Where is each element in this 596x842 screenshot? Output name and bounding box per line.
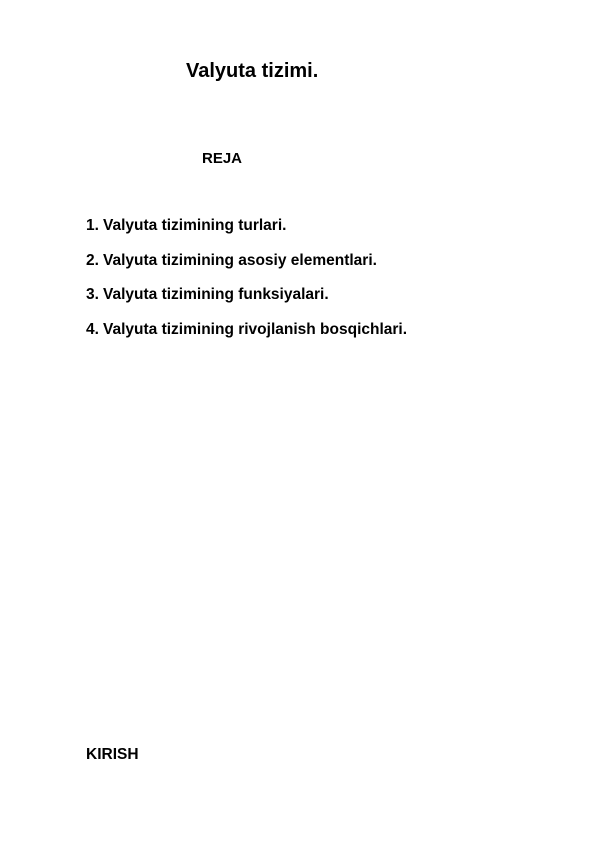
plan-item (86, 252, 407, 287)
plan-item (86, 286, 407, 321)
plan-item-number: 4. (86, 320, 99, 338)
plan-item-text: Valyuta tizimining turlari. (103, 217, 287, 234)
plan-heading: REJA (202, 150, 243, 167)
plan-item (86, 321, 407, 356)
plan-item-text: Valyuta tizimining rivojlanish bosqichlari. (103, 320, 408, 338)
plan-item-number: 2. (86, 251, 99, 269)
plan-item-number: 3. (86, 286, 99, 303)
plan-list (86, 217, 407, 355)
plan-item-text: Valyuta tizimining asosiy elementlari. (103, 251, 377, 269)
plan-item-text: Valyuta tizimining funksiyalari. (103, 286, 329, 303)
plan-item (86, 217, 407, 252)
document-title: Valyuta tizimi. (186, 60, 319, 82)
plan-item-number: 1. (86, 217, 99, 234)
section-heading-kirish: KIRISH (86, 746, 139, 763)
